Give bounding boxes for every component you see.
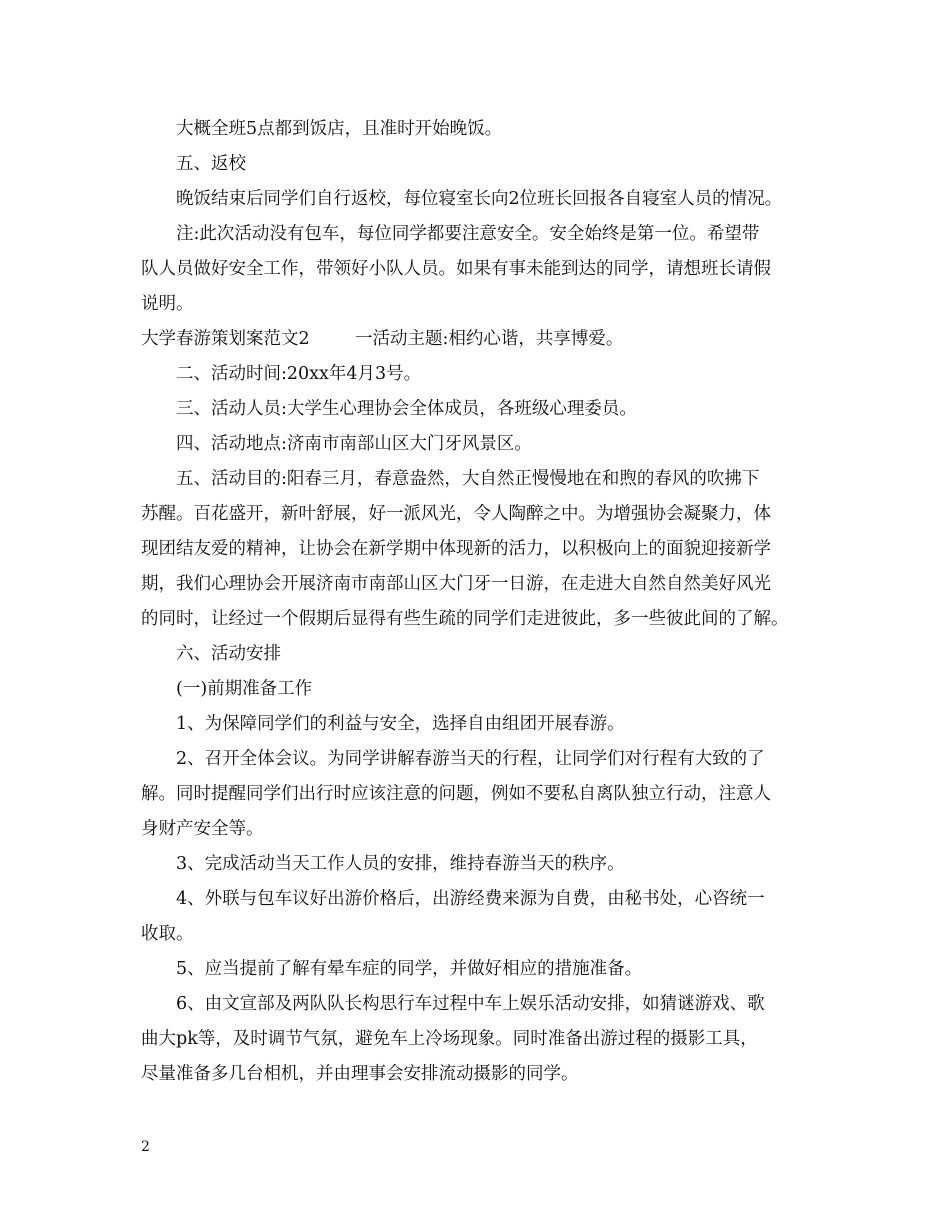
text-line: 晚饭结束后同学们自行返校，每位寝室长向2位班长回报各自寝室人员的情况。 [176, 189, 783, 209]
text-line: 现团结友爱的精神，让协会在新学期中体现新的活力，以积极向上的面貌迎接新学 [141, 539, 771, 559]
paragraph [141, 182, 821, 217]
paragraph [141, 987, 821, 1092]
text-line: 4、外联与包车议好出游价格后，出游经费来源为自费，由秘书处，心咨统一 [176, 889, 765, 909]
text-line: (一)前期准备工作 [176, 679, 313, 699]
paragraph [141, 672, 821, 707]
section-title: 大学春游策划案范文2 [141, 329, 310, 349]
paragraph [141, 392, 821, 427]
text-line: 期，我们心理协会开展济南市南部山区大门牙一日游，在走进大自然自然美好风光 [141, 574, 771, 594]
text-line: 6、由文宣部及两队队长构思行车过程中车上娱乐活动安排，如猜谜游戏、歌 [176, 994, 765, 1014]
paragraph [141, 357, 821, 392]
paragraph [141, 742, 821, 847]
text-line: 注:此次活动没有包车，每位同学都要注意安全。安全始终是第一位。希望带 [176, 224, 760, 244]
section-title-row [141, 322, 821, 357]
text-line: 1、为保障同学们的利益与安全，选择自由组团开展春游。 [176, 714, 625, 734]
paragraph [141, 217, 821, 322]
text-line: 尽量准备多几台相机，并由理事会安排流动摄影的同学。 [141, 1064, 579, 1084]
text-line: 的同时，让经过一个假期后显得有些生疏的同学们走进彼此，多一些彼此间的了解。 [141, 609, 789, 629]
paragraph [141, 847, 821, 882]
paragraph [141, 707, 821, 742]
text-line: 大概全班5点都到饭店，且准时开始晚饭。 [176, 119, 503, 139]
text-line: 四、活动地点:济南市南部山区大门牙风景区。 [176, 434, 532, 454]
activity-theme: 一活动主题:相约心谐，共享博爱。 [355, 329, 624, 349]
page-number: 2 [141, 1139, 150, 1155]
paragraph [141, 637, 821, 672]
text-line: 五、活动目的:阳春三月，春意盎然，大自然正慢慢地在和煦的春风的吹拂下 [176, 469, 760, 489]
text-line: 2、召开全体会议。为同学讲解春游当天的行程，让同学们对行程有大致的了 [176, 749, 765, 769]
text-line: 说明。 [141, 294, 194, 314]
text-line: 队人员做好安全工作，带领好小队人员。如果有事未能到达的同学，请想班长请假 [141, 259, 771, 279]
paragraph [141, 882, 821, 952]
document-body [141, 112, 821, 1092]
paragraph [141, 112, 821, 147]
text-line: 3、完成活动当天工作人员的安排，维持春游当天的秩序。 [176, 854, 625, 874]
text-line: 5、应当提前了解有晕车症的同学，并做好相应的措施准备。 [176, 959, 643, 979]
text-line: 三、活动人员:大学生心理协会全体成员，各班级心理委员。 [176, 399, 637, 419]
text-line: 六、活动安排 [176, 644, 281, 664]
paragraph [141, 147, 821, 182]
text-line: 苏醒。百花盛开，新叶舒展，好一派风光，令人陶醉之中。为增强协会凝聚力，体 [141, 504, 771, 524]
text-line: 曲大pk等，及时调节气氛，避免车上冷场现象。同时准备出游过程的摄影工具， [141, 1029, 758, 1049]
paragraph [141, 462, 821, 637]
text-line: 解。同时提醒同学们出行时应该注意的问题，例如不要私自离队独立行动，注意人 [141, 784, 771, 804]
text-line: 二、活动时间:20xx年4月3号。 [176, 364, 422, 384]
paragraph [141, 952, 821, 987]
text-line: 五、返校 [176, 154, 246, 174]
paragraph [141, 427, 821, 462]
text-line: 收取。 [141, 924, 194, 944]
text-line: 身财产安全等。 [141, 819, 264, 839]
